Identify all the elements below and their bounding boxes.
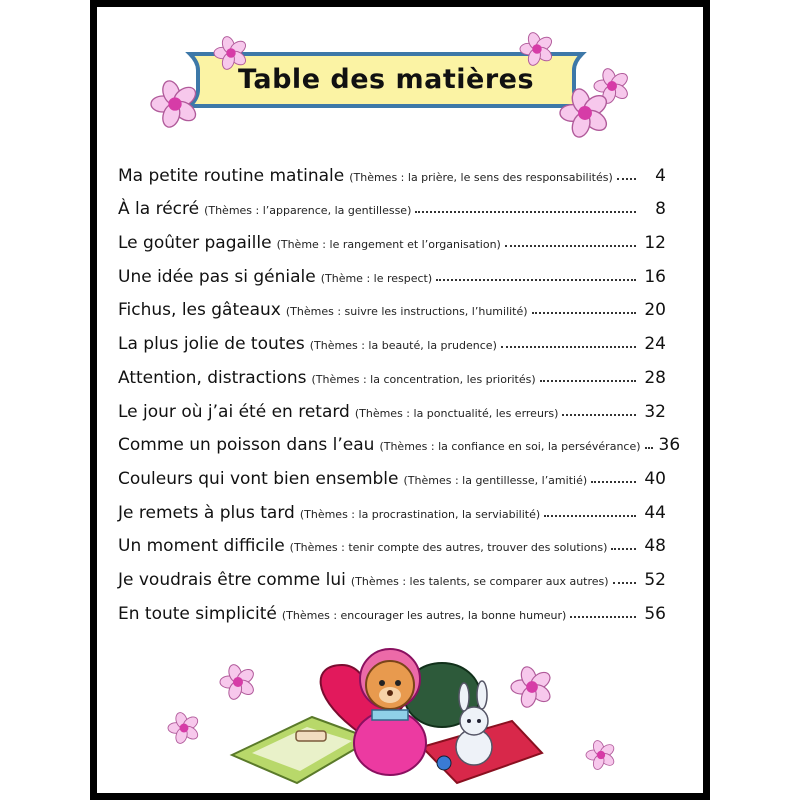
toc-entry <box>118 422 681 456</box>
illustration <box>212 635 552 785</box>
entry-title: Je voudrais être comme lui <box>118 569 346 590</box>
entry-title: Le goûter pagaille <box>118 233 272 254</box>
entry-themes: (Thèmes : les talents, se comparer aux autres) <box>350 574 609 588</box>
flower-icon <box>218 664 258 700</box>
entry-title: En toute simplicité <box>118 603 277 624</box>
toc-entry <box>118 523 666 557</box>
dot-leader <box>436 279 636 281</box>
dot-leader <box>532 312 636 314</box>
dot-leader <box>562 414 636 416</box>
toc-entry <box>118 590 666 624</box>
toc-entry <box>118 556 666 590</box>
entry-title: Le jour où j’ai été en retard <box>118 401 350 422</box>
dot-leader <box>613 582 636 584</box>
entry-page-number: 36 <box>658 435 681 456</box>
entry-themes: (Thèmes : encourager les autres, la bonne humeur) <box>281 608 567 622</box>
entry-page-number: 8 <box>655 199 666 220</box>
entry-themes: (Thème : le respect) <box>320 271 433 285</box>
toc-entry <box>118 219 666 253</box>
toc-entry <box>118 388 666 422</box>
flower-icon <box>148 80 202 128</box>
entry-themes: (Thèmes : la concentration, les priorités) <box>311 372 536 386</box>
entry-themes: (Thèmes : la beauté, la prudence) <box>309 339 497 353</box>
dot-leader <box>415 211 636 213</box>
entry-themes: (Thèmes : la confiance en soi, la persévérance) <box>379 440 641 454</box>
entry-page-number: 16 <box>644 266 666 287</box>
entry-title: À la récré <box>118 199 200 220</box>
toc-entry <box>118 354 666 388</box>
entry-title: La plus jolie de toutes <box>118 334 305 355</box>
entry-page-number: 20 <box>644 300 666 321</box>
dot-leader <box>617 178 636 180</box>
entry-page-number: 32 <box>644 401 666 422</box>
dot-leader <box>645 447 653 449</box>
entry-title: Une idée pas si géniale <box>118 266 316 287</box>
dot-leader <box>540 380 636 382</box>
entry-title: Je remets à plus tard <box>118 502 295 523</box>
entry-page-number: 44 <box>644 502 666 523</box>
entry-page-number: 48 <box>644 536 666 557</box>
entry-themes: (Thème : le rangement et l’organisation) <box>276 238 501 252</box>
entry-title: Un moment difficile <box>118 536 285 557</box>
entry-themes: (Thèmes : tenir compte des autres, trouver des solutions) <box>289 541 608 555</box>
dot-leader <box>505 245 636 247</box>
entry-themes: (Thèmes : la ponctualité, les erreurs) <box>354 406 559 420</box>
dot-leader <box>501 346 636 348</box>
flower-icon <box>166 712 202 744</box>
toc-entry <box>118 320 666 354</box>
entry-themes: (Thèmes : la procrastination, la serviabilité) <box>299 507 541 521</box>
entry-page-number: 52 <box>644 569 666 590</box>
entry-title: Comme un poisson dans l’eau <box>118 435 375 456</box>
flower-icon <box>556 88 614 138</box>
toc-entry <box>118 455 666 489</box>
entry-page-number: 28 <box>644 367 666 388</box>
entry-page-number: 56 <box>644 603 666 624</box>
table-of-contents <box>118 152 681 624</box>
entry-page-number: 4 <box>655 165 666 186</box>
toc-entry <box>118 152 666 186</box>
entry-title: Ma petite routine matinale <box>118 165 345 186</box>
flower-icon <box>518 32 556 66</box>
entry-themes: (Thèmes : suivre les instructions, l’humilité) <box>285 305 528 319</box>
flower-icon <box>508 666 556 708</box>
entry-themes: (Thèmes : l’apparence, la gentillesse) <box>204 204 412 218</box>
dot-leader <box>611 548 636 550</box>
dot-leader <box>570 616 636 618</box>
entry-title: Couleurs qui vont bien ensemble <box>118 468 399 489</box>
entry-page-number: 12 <box>644 233 666 254</box>
entry-themes: (Thèmes : la prière, le sens des responsabilités) <box>349 170 613 184</box>
entry-title: Fichus, les gâteaux <box>118 300 281 321</box>
entry-title: Attention, distractions <box>118 367 307 388</box>
toc-entry <box>118 253 666 287</box>
entry-themes: (Thèmes : la gentillesse, l’amitié) <box>403 473 588 487</box>
toc-entry <box>118 489 666 523</box>
page-title: Table des matières <box>237 64 535 95</box>
flower-icon <box>584 740 618 770</box>
toc-entry <box>118 186 666 220</box>
flower-icon <box>212 36 250 70</box>
dot-leader <box>591 481 636 483</box>
entry-page-number: 24 <box>644 334 666 355</box>
dot-leader <box>544 515 636 517</box>
entry-page-number: 40 <box>644 468 666 489</box>
toc-entry <box>118 287 666 321</box>
